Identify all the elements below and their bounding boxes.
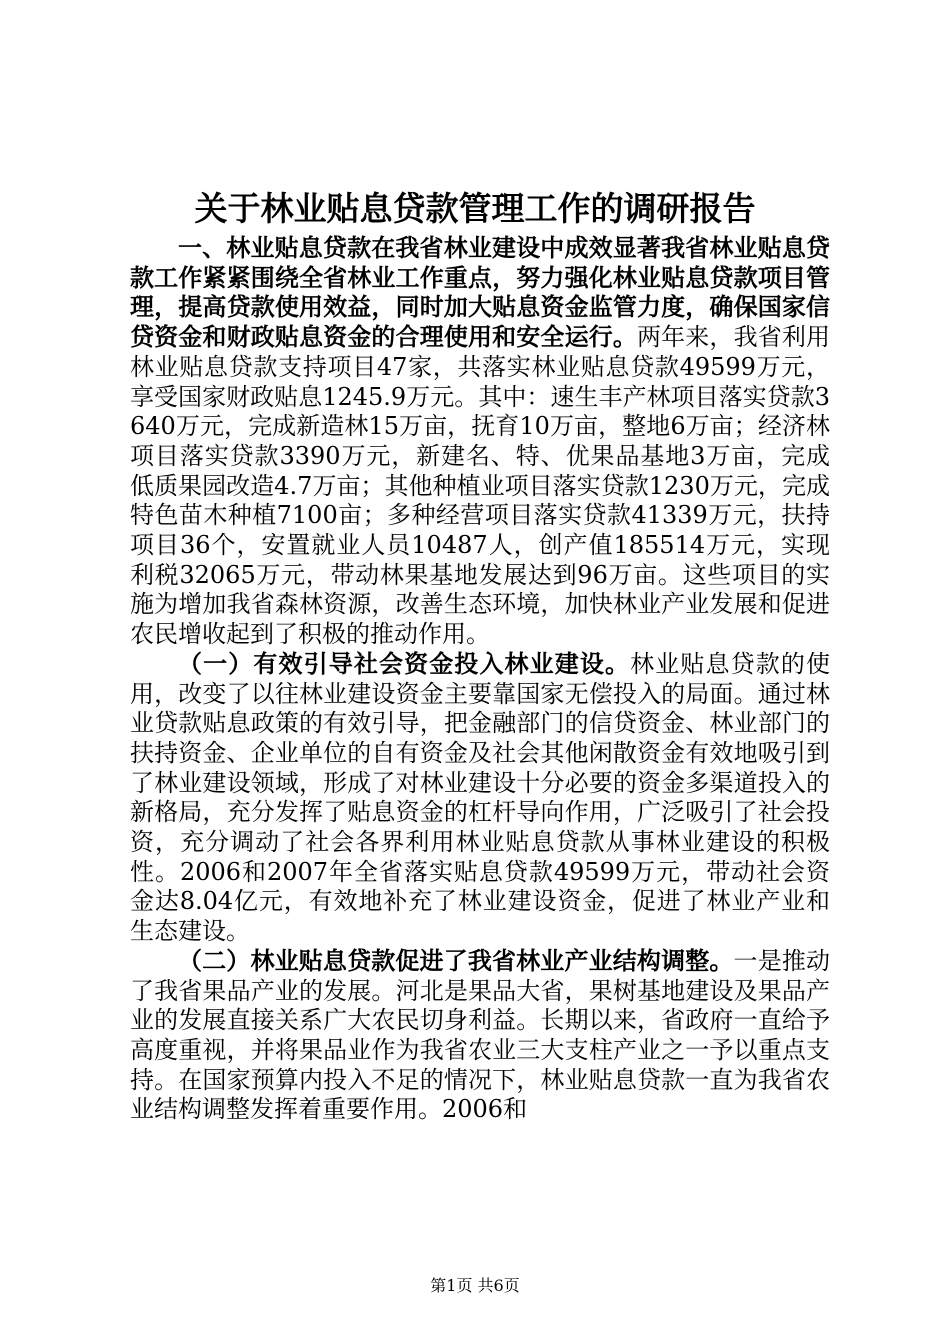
paragraph-1 [130, 234, 830, 650]
paragraph-3-lead: （二）林业贴息贷款促进了我省林业产业结构调整。 [178, 946, 734, 975]
paragraph-2-lead: （一）有效引导社会资金投入林业建设。 [178, 649, 631, 678]
page-number-footer: 第1页 共6页 [430, 1276, 520, 1295]
paragraph-2 [130, 650, 830, 947]
paragraph-1-lead: 一、林业贴息贷款在我省林业建设中成效显著我省林业贴息贷款工作紧紧围绕全省林业工作重点，努力强化林业贴息贷款项目管理，提高贷款使用效益，同时加大贴息资金监管力度，确保国家信贷资金和财政贴息资金的合理使用和安全运行。 [130, 234, 830, 352]
paragraph-3 [130, 947, 830, 1125]
document-body [130, 234, 830, 1125]
paragraph-2-text: 林业贴息贷款的使用，改变了以往林业建设资金主要靠国家无偿投入的局面。通过林业贷款贴息政策的有效引导，把金融部门的信贷资金、林业部门的扶持资金、企业单位的自有资金及社会其他闲散资金有效地吸引到了林业建设领域，形成了对林业建设十分必要的资金多渠道投入的新格局，充分发挥了贴息资金的杠杆导向作用，广泛吸引了社会投资，充分调动了社会各界利用林业贴息贷款从事林业建设的积极性。2006和2007年全省落实贴息贷款49599万元，带动社会资金达8.04亿元，有效地补充了林业建设资金，促进了林业产业和生态建设。 [130, 649, 831, 946]
document-title: 关于林业贴息贷款管理工作的调研报告 [194, 189, 756, 228]
paragraph-1-text: 两年来，我省利用林业贴息贷款支持项目47家，共落实林业贴息贷款49599万元，享受国家财政贴息1245.9万元。其中：速生丰产林项目落实贷款3640万元，完成新造林15万亩，抚育10万亩，整地6万亩；经济林项目落实贷款3390万元，新建名、特、优果品基地3万亩，完成低质果园改造4.7万亩；其他种植业项目落实贷款1230万元，完成特色苗木种植7100亩；多种经营项目落实贷款41339万元，扶持项目36个，安置就业人员10487人，创产值185514万元，实现利税32065万元，带动林果基地发展达到96万亩。这些项目的实施为增加我省森林资源，改善生态环境，加快林业产业发展和促进农民增收起到了积极的推动作用。 [130, 323, 830, 649]
paragraph-3-text: 一是推动了我省果品产业的发展。河北是果品大省，果树基地建设及果品产业的发展直接关系广大农民切身利益。长期以来，省政府一直给予高度重视，并将果品业作为我省农业三大支柱产业之一予以重点支持。在国家预算内投入不足的情况下，林业贴息贷款一直为我省农业结构调整发挥着重要作用。2006和 [130, 946, 831, 1124]
